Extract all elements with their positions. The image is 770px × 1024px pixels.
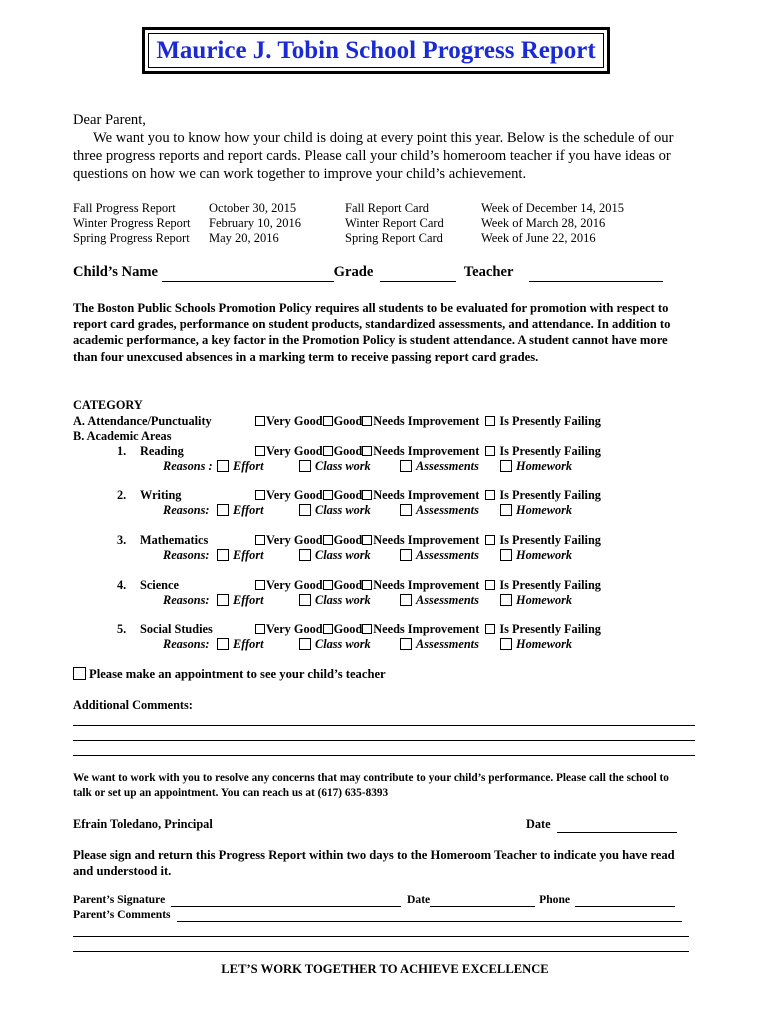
schedule-report-date: February 10, 2016 <box>209 216 301 230</box>
child-name-label: Child’s Name <box>73 264 158 280</box>
class-work-checkbox[interactable] <box>299 638 311 650</box>
good-checkbox[interactable] <box>323 490 333 500</box>
needs-improvement-checkbox[interactable] <box>362 580 372 590</box>
parent-signature-row <box>73 893 675 907</box>
good-label: Good <box>333 533 363 547</box>
reason-homework <box>500 459 572 473</box>
very-good-checkbox[interactable] <box>255 624 265 634</box>
effort-checkbox[interactable] <box>217 638 229 650</box>
attendance-label: A. Attendance/Punctuality <box>73 414 212 428</box>
good-label: Good <box>333 444 363 458</box>
schedule-row <box>73 201 641 216</box>
comment-line-2[interactable] <box>73 740 695 741</box>
teacher-label: Teacher <box>463 264 514 280</box>
area-writing-ratings <box>255 488 601 502</box>
effort-checkbox[interactable] <box>217 504 229 516</box>
schedule-row <box>73 231 641 246</box>
area-number: 5. <box>117 622 127 636</box>
schedule-report: Spring Progress Report <box>73 231 190 245</box>
title-box <box>142 27 610 74</box>
assessments-checkbox[interactable] <box>400 549 412 561</box>
assessments-label: Assessments <box>416 503 479 517</box>
comments-label: Additional Comments: <box>73 698 193 712</box>
reason-homework <box>500 548 572 562</box>
schedule-report-date: October 30, 2015 <box>209 201 297 215</box>
area-number: 1. <box>117 444 127 458</box>
effort-label: Effort <box>233 548 264 562</box>
needs-improvement-label: Needs Improvement <box>373 444 480 458</box>
class-work-label: Class work <box>315 503 371 517</box>
parent-date-field[interactable] <box>430 893 535 907</box>
class-work-label: Class work <box>315 459 371 473</box>
effort-checkbox[interactable] <box>217 549 229 561</box>
very-good-checkbox[interactable] <box>255 446 265 456</box>
effort-label: Effort <box>233 459 264 473</box>
reason-assessments <box>400 503 479 517</box>
schedule-row <box>73 216 641 231</box>
child-name-field[interactable] <box>162 264 334 282</box>
reason-class-work <box>299 503 371 517</box>
effort-label: Effort <box>233 593 264 607</box>
assessments-checkbox[interactable] <box>400 638 412 650</box>
homework-checkbox[interactable] <box>500 594 512 606</box>
reason-class-work <box>299 548 371 562</box>
grade-field[interactable] <box>380 264 456 282</box>
is-presently-failing-checkbox[interactable] <box>485 535 495 545</box>
class-work-checkbox[interactable] <box>299 594 311 606</box>
class-work-label: Class work <box>315 593 371 607</box>
needs-improvement-checkbox[interactable] <box>362 490 372 500</box>
needs-improvement-label: Needs Improvement <box>373 533 480 547</box>
is-presently-failing-checkbox[interactable] <box>485 490 495 500</box>
area-science-ratings <box>255 578 601 592</box>
reasons-label: Reasons: <box>163 593 210 607</box>
is-presently-failing-checkbox[interactable] <box>485 580 495 590</box>
schedule-card-date: Week of June 22, 2016 <box>481 231 596 245</box>
schedule-card: Spring Report Card <box>345 231 443 245</box>
comment-line-1[interactable] <box>73 725 695 726</box>
comment-line-3[interactable] <box>73 755 695 756</box>
reason-homework <box>500 503 572 517</box>
schedule-card-date: Week of March 28, 2016 <box>481 216 606 230</box>
page-title: Maurice J. Tobin School Progress Report <box>156 36 596 64</box>
effort-label: Effort <box>233 503 264 517</box>
schedule-card: Winter Report Card <box>345 216 444 230</box>
parent-comments-field[interactable] <box>177 908 682 922</box>
letter <box>73 111 698 183</box>
good-label: Good <box>333 414 363 428</box>
reason-assessments <box>400 548 479 562</box>
needs-improvement-checkbox[interactable] <box>362 416 372 426</box>
letter-body: We want you to know how your child is doing at every point this year. Below is the schedule of our three progress reports and report cards. Please call your child’s homeroom teacher if you have ideas or questions on how we can work together to improve your child’s achievement. <box>73 130 674 182</box>
needs-improvement-label: Needs Improvement <box>373 622 480 636</box>
reasons-label: Reasons : <box>163 459 213 473</box>
schedule-card: Fall Report Card <box>345 201 430 215</box>
reason-assessments <box>400 593 479 607</box>
appointment-checkbox[interactable] <box>73 667 86 680</box>
assessments-label: Assessments <box>416 593 479 607</box>
class-work-checkbox[interactable] <box>299 549 311 561</box>
schedule-report: Fall Progress Report <box>73 201 176 215</box>
category-heading: CATEGORY <box>73 398 143 412</box>
needs-improvement-checkbox[interactable] <box>362 446 372 456</box>
homework-checkbox[interactable] <box>500 460 512 472</box>
is-presently-failing-checkbox[interactable] <box>485 446 495 456</box>
is-presently-failing-label: Is Presently Failing <box>496 578 601 592</box>
area-number: 4. <box>117 578 127 592</box>
needs-improvement-label: Needs Improvement <box>373 414 480 428</box>
area-writing: Writing <box>140 488 182 502</box>
parent-date-label: Date <box>407 893 431 906</box>
very-good-checkbox[interactable] <box>255 416 265 426</box>
is-presently-failing-checkbox[interactable] <box>485 416 495 426</box>
effort-checkbox[interactable] <box>217 594 229 606</box>
schedule-table <box>73 201 641 246</box>
reason-effort <box>217 637 264 651</box>
greeting: Dear Parent, <box>73 112 146 128</box>
area-social-studies: Social Studies <box>140 622 213 636</box>
area-number: 3. <box>117 533 127 547</box>
reason-class-work <box>299 459 371 473</box>
homework-label: Homework <box>516 503 573 517</box>
policy-text: The Boston Public Schools Promotion Policy requires all students to be evaluated for promotion with respect to report card grades, performance on student products, standardized assessments, and attendance. In addition to academic performance, a key factor in the Promotion Policy is student attendance. A student cannot have more than four unexcused absences in a marking term to receive passing report card grades. <box>73 301 671 364</box>
assessments-label: Assessments <box>416 459 479 473</box>
area-number: 2. <box>117 488 127 502</box>
area-social-studies-ratings <box>255 622 601 636</box>
very-good-checkbox[interactable] <box>255 580 265 590</box>
good-checkbox[interactable] <box>323 580 333 590</box>
good-label: Good <box>333 578 363 592</box>
reason-class-work <box>299 637 371 651</box>
reason-effort <box>217 548 264 562</box>
homework-checkbox[interactable] <box>500 504 512 516</box>
appointment-label: Please make an appointment to see your child’s teacher <box>89 667 386 681</box>
very-good-label: Very Good <box>266 414 323 428</box>
grade-label: Grade <box>333 264 374 280</box>
reason-effort <box>217 593 264 607</box>
is-presently-failing-label: Is Presently Failing <box>496 622 601 636</box>
reasons-label: Reasons: <box>163 548 210 562</box>
teacher-field[interactable] <box>529 264 663 282</box>
very-good-checkbox[interactable] <box>255 535 265 545</box>
homework-label: Homework <box>516 459 573 473</box>
parent-signature-field[interactable] <box>171 893 401 907</box>
reason-homework <box>500 593 572 607</box>
reasons-label: Reasons: <box>163 503 210 517</box>
reason-homework <box>500 637 572 651</box>
area-reading: Reading <box>140 444 184 458</box>
assessments-label: Assessments <box>416 637 479 651</box>
is-presently-failing-checkbox[interactable] <box>485 624 495 634</box>
good-checkbox[interactable] <box>323 416 333 426</box>
schedule-report-date: May 20, 2016 <box>209 231 279 245</box>
class-work-checkbox[interactable] <box>299 504 311 516</box>
is-presently-failing-label: Is Presently Failing <box>496 444 601 458</box>
contact-text: We want to work with you to resolve any concerns that may contribute to your child’s performance. Please call the school to talk or set up an appointment. You can reach us at (617) 635-8393 <box>73 772 669 799</box>
sign-instruction: Please sign and return this Progress Report within two days to the Homeroom Teacher to indicate you have read and understood it. <box>73 848 675 878</box>
assessments-checkbox[interactable] <box>400 460 412 472</box>
homework-checkbox[interactable] <box>500 638 512 650</box>
homework-label: Homework <box>516 593 573 607</box>
is-presently-failing-label: Is Presently Failing <box>496 533 601 547</box>
very-good-label: Very Good <box>266 622 323 636</box>
class-work-label: Class work <box>315 637 371 651</box>
effort-label: Effort <box>233 637 264 651</box>
parent-phone-label: Phone <box>539 893 571 906</box>
reason-effort <box>217 503 264 517</box>
needs-improvement-label: Needs Improvement <box>373 578 480 592</box>
reason-class-work <box>299 593 371 607</box>
very-good-label: Very Good <box>266 533 323 547</box>
area-science: Science <box>140 578 179 592</box>
good-checkbox[interactable] <box>323 624 333 634</box>
class-work-label: Class work <box>315 548 371 562</box>
appointment-row <box>73 667 386 682</box>
very-good-label: Very Good <box>266 578 323 592</box>
needs-improvement-label: Needs Improvement <box>373 488 480 502</box>
attendance-ratings <box>255 414 601 428</box>
reason-assessments <box>400 637 479 651</box>
principal-date <box>526 817 677 833</box>
good-checkbox[interactable] <box>323 446 333 456</box>
schedule-report: Winter Progress Report <box>73 216 191 230</box>
footer-slogan: LET’S WORK TOGETHER TO ACHIEVE EXCELLENCE <box>221 962 549 976</box>
area-mathematics: Mathematics <box>140 533 209 547</box>
needs-improvement-checkbox[interactable] <box>362 624 372 634</box>
principal-date-label: Date <box>526 817 551 831</box>
principal-date-field[interactable] <box>557 817 677 833</box>
reason-effort <box>217 459 264 473</box>
is-presently-failing-label: Is Presently Failing <box>496 414 601 428</box>
parent-signature-label: Parent’s Signature <box>73 893 166 906</box>
good-label: Good <box>333 488 363 502</box>
good-checkbox[interactable] <box>323 535 333 545</box>
area-mathematics-ratings <box>255 533 601 547</box>
area-reading-ratings <box>255 444 601 458</box>
class-work-checkbox[interactable] <box>299 460 311 472</box>
reasons-label: Reasons: <box>163 637 210 651</box>
assessments-checkbox[interactable] <box>400 594 412 606</box>
assessments-label: Assessments <box>416 548 479 562</box>
assessments-checkbox[interactable] <box>400 504 412 516</box>
parent-phone-field[interactable] <box>575 893 675 907</box>
principal-name: Efrain Toledano, Principal <box>73 817 213 831</box>
very-good-checkbox[interactable] <box>255 490 265 500</box>
parent-comments-label: Parent’s Comments <box>73 908 171 921</box>
is-presently-failing-label: Is Presently Failing <box>496 488 601 502</box>
very-good-label: Very Good <box>266 444 323 458</box>
very-good-label: Very Good <box>266 488 323 502</box>
student-fields <box>73 264 663 282</box>
homework-checkbox[interactable] <box>500 549 512 561</box>
homework-label: Homework <box>516 548 573 562</box>
schedule-card-date: Week of December 14, 2015 <box>481 201 625 215</box>
academic-label: B. Academic Areas <box>73 429 172 443</box>
parent-comment-line-1[interactable] <box>73 936 689 937</box>
parent-comments-row <box>73 908 682 922</box>
reason-assessments <box>400 459 479 473</box>
parent-comment-line-2[interactable] <box>73 951 689 952</box>
homework-label: Homework <box>516 637 573 651</box>
effort-checkbox[interactable] <box>217 460 229 472</box>
good-label: Good <box>333 622 363 636</box>
needs-improvement-checkbox[interactable] <box>362 535 372 545</box>
